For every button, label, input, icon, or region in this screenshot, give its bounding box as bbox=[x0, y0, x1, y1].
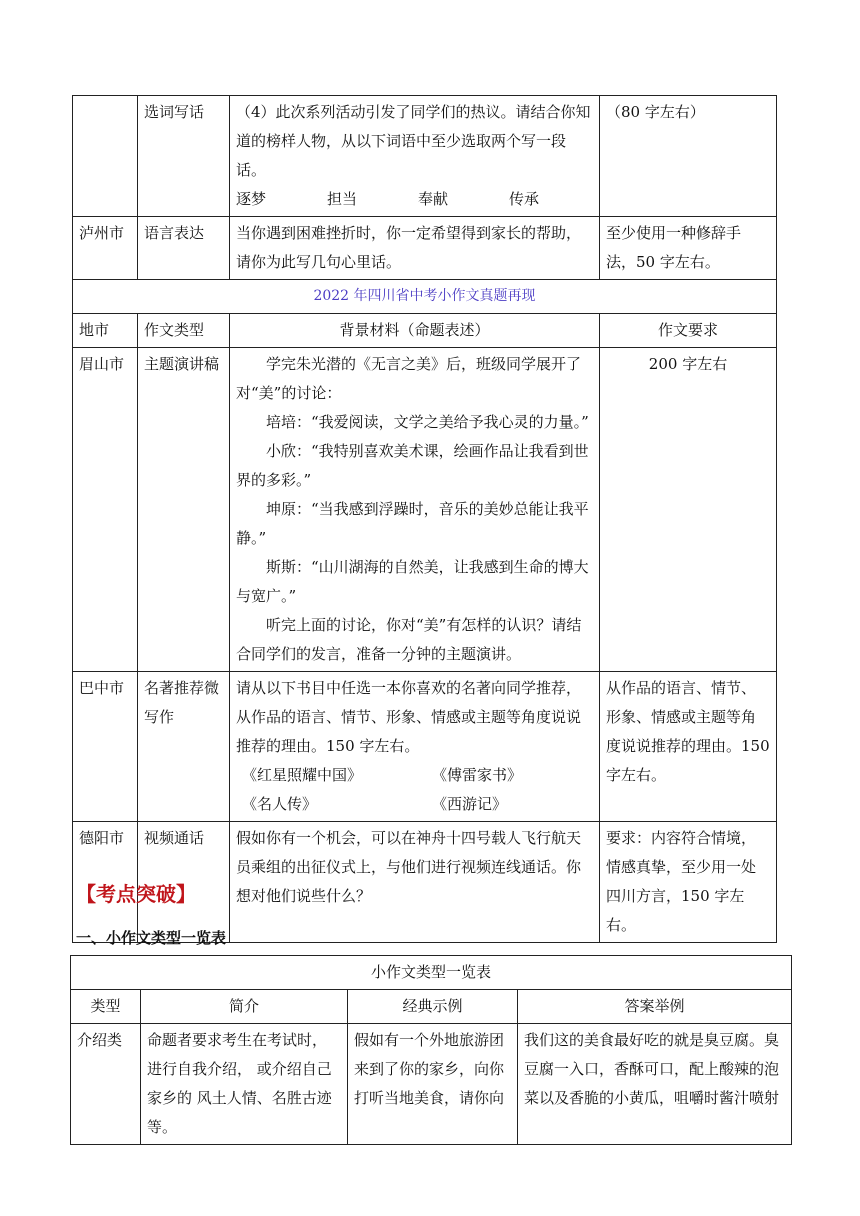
material-paragraph: 坤原：“当我感到浮躁时，音乐的美妙总能让我平静。” bbox=[236, 500, 589, 547]
material-cell bbox=[230, 672, 600, 822]
city-cell: 眉山市 bbox=[73, 348, 138, 672]
example-cell: 假如有一个外地旅游团来到了你的家乡，向你打听当地美食，请你向 bbox=[348, 1024, 518, 1145]
material-cell: 假如你有一个机会，可以在神舟十四号载人飞行航天员乘组的出征仪式上，与他们进行视频连线通话。你想对他们说些什么？ bbox=[230, 822, 600, 943]
table-header-row bbox=[73, 314, 777, 348]
material-cell bbox=[230, 348, 600, 672]
requirement-cell: 要求：内容符合情境，情感真挚，至少用一处四川方言，150 字左右。 bbox=[600, 822, 777, 943]
material-paragraph: 学完朱光潜的《无言之美》后，班级同学展开了对“美”的讨论： bbox=[236, 355, 582, 402]
table-row bbox=[73, 348, 777, 672]
table-title-row bbox=[73, 280, 777, 314]
composition-table-2022 bbox=[72, 95, 777, 943]
type-cell: 名著推荐微写作 bbox=[138, 672, 230, 822]
section-heading: 【考点突破】 bbox=[76, 882, 196, 906]
city-cell bbox=[73, 96, 138, 217]
text-span: 听完上面的讨论，你对“美”有怎样的认识？请结合同学们的发言，准备 bbox=[236, 616, 582, 663]
requirement-cell: 200 字左右 bbox=[600, 348, 777, 672]
material-cell: 当你遇到困难挫折时，你一定希望得到家长的帮助，请你为此写几句心里话。 bbox=[230, 217, 600, 280]
material-paragraph: 斯斯：“山川湖海的自然美，让我感到生命的博大与宽广。” bbox=[236, 558, 589, 605]
city-cell: 德阳市 bbox=[73, 822, 138, 943]
city-cell: 巴中市 bbox=[73, 672, 138, 822]
answer-cell: 我们这的美食最好吃的就是臭豆腐。臭豆腐一入口，香酥可口，配上酸辣的泡菜以及香脆的小黄瓜，咀嚼时酱汁喷射 bbox=[518, 1024, 792, 1145]
table-header-row bbox=[71, 990, 792, 1024]
header-cell: 背景材料（命题表述） bbox=[230, 314, 600, 348]
table-row bbox=[73, 672, 777, 822]
table-row bbox=[73, 96, 777, 217]
composition-types-table bbox=[70, 955, 792, 1145]
intro-cell: 命题者要求考生在考试时，进行自我介绍， 或介绍自己家乡的 风土人情、名胜古迹等。 bbox=[141, 1024, 348, 1145]
book-item: 《西游记》 bbox=[432, 795, 508, 813]
table-row bbox=[73, 217, 777, 280]
material-paragraph: 小欣：“我特别喜欢美术课，绘画作品让我看到世界的多彩。” bbox=[236, 442, 589, 489]
header-cell: 作文要求 bbox=[600, 314, 777, 348]
type-cell: 视频通话 bbox=[138, 822, 230, 943]
type-cell: 介绍类 bbox=[71, 1024, 141, 1145]
table-title-row bbox=[71, 956, 792, 990]
type-cell: 主题演讲稿 bbox=[138, 348, 230, 672]
type-cell: 语言表达 bbox=[138, 217, 230, 280]
book-list bbox=[236, 761, 593, 819]
header-cell: 简介 bbox=[141, 990, 348, 1024]
header-cell: 地市 bbox=[73, 314, 138, 348]
requirement-cell: 至少使用一种修辞手法，50 字左右。 bbox=[600, 217, 777, 280]
emphasis-dot-text: 一 bbox=[386, 645, 402, 663]
header-cell: 类型 bbox=[71, 990, 141, 1024]
type-cell: 选词写话 bbox=[138, 96, 230, 217]
word-item: 奉献 bbox=[417, 190, 448, 208]
subsection-heading: 一、小作文类型一览表 bbox=[76, 929, 227, 947]
requirement-cell: （80 字左右） bbox=[600, 96, 777, 217]
city-cell: 泸州市 bbox=[73, 217, 138, 280]
table-title: 小作文类型一览表 bbox=[71, 956, 792, 990]
header-cell: 经典示例 bbox=[348, 990, 518, 1024]
requirement-cell: 从作品的语言、情节、形象、情感或主题等角度说说推荐的理由。150 字左右。 bbox=[600, 672, 777, 822]
table-row bbox=[71, 1024, 792, 1145]
text-span: 分钟的主题演讲。 bbox=[401, 645, 522, 663]
material-cell bbox=[230, 96, 600, 217]
book-item: 《名人传》 bbox=[242, 795, 318, 813]
book-item: 《红星照耀中国》 bbox=[242, 766, 363, 784]
material-paragraph: 培培：“我爱阅读，文学之美给予我心灵的力量。” bbox=[266, 413, 589, 431]
word-item: 担当 bbox=[326, 190, 357, 208]
material-text: 请从以下书目中任选一本你喜欢的名著向同学推荐，从作品的语言、情节、形象、情感或主题等角度说说推荐的理由。150 字左右。 bbox=[236, 679, 582, 755]
header-cell: 答案举例 bbox=[518, 990, 792, 1024]
word-item: 传承 bbox=[508, 190, 539, 208]
material-paragraph bbox=[236, 611, 593, 669]
word-list bbox=[236, 185, 593, 214]
book-item: 《傅雷家书》 bbox=[432, 766, 523, 784]
table-title: 2022 年四川省中考小作文真题再现 bbox=[73, 280, 777, 314]
header-cell: 作文类型 bbox=[138, 314, 230, 348]
word-item: 逐梦 bbox=[236, 190, 267, 208]
material-text: （4）此次系列活动引发了同学们的热议。请结合你知道的榜样人物，从以下词语中至少选取两个写一段话。 bbox=[236, 103, 591, 179]
